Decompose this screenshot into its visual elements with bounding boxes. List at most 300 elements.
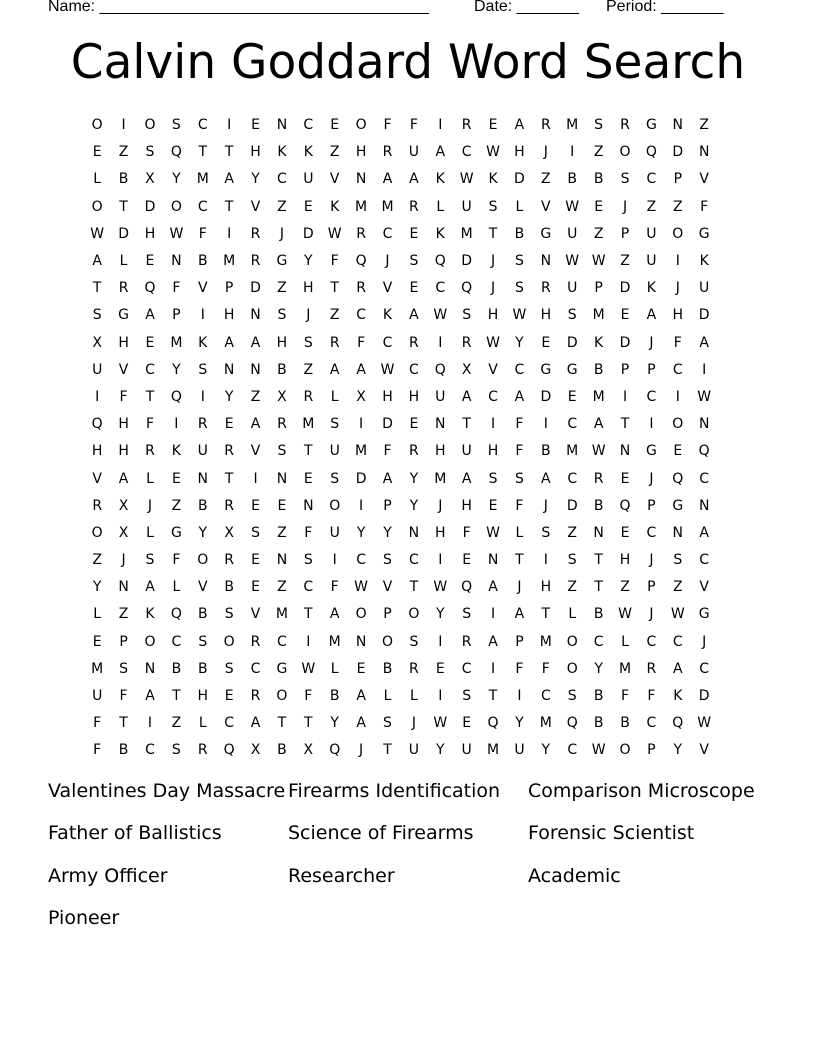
grid-letter: F (330, 579, 339, 596)
grid-letter: Y (356, 524, 366, 541)
grid-letter: Q (566, 715, 578, 732)
grid-letter: P (647, 742, 656, 759)
grid-letter: F (304, 688, 313, 705)
grid-row (84, 384, 744, 411)
grid-letter: L (621, 633, 629, 650)
grid-letter: T (224, 144, 234, 161)
grid-letter: H (514, 144, 525, 161)
grid-letter: H (118, 334, 129, 351)
grid-letter: J (385, 253, 390, 270)
grid-letter: F (515, 443, 524, 460)
grid-letter: Y (673, 742, 683, 759)
grid-letter: I (622, 388, 628, 405)
grid-letter: R (461, 633, 472, 650)
word-list-item: Father of Ballistics (48, 822, 222, 845)
grid-letter: F (515, 416, 524, 433)
grid-letter: R (118, 280, 129, 297)
grid-letter: Z (620, 253, 630, 270)
grid-letter: E (409, 280, 419, 297)
grid-letter: Q (672, 470, 684, 487)
grid-letter: Y (224, 388, 234, 405)
grid-letter: E (488, 497, 498, 514)
grid-letter: C (145, 361, 155, 378)
grid-letter: D (672, 144, 684, 161)
grid-letter: I (702, 361, 707, 378)
grid-letter: H (435, 443, 446, 460)
name-field-label: Name: _____________________________________ (48, 0, 429, 15)
grid-letter: K (699, 253, 709, 270)
grid-letter: Y (383, 524, 392, 541)
grid-letter: H (408, 388, 420, 405)
grid-letter: J (359, 742, 364, 759)
grid-letter: Z (118, 606, 129, 623)
grid-letter: R (409, 198, 419, 215)
grid-letter: J (306, 307, 311, 324)
grid-letter: C (303, 579, 314, 596)
grid-letter: Z (250, 388, 261, 405)
grid-letter: K (594, 334, 604, 351)
grid-letter: I (306, 633, 311, 650)
grid-letter: Q (355, 253, 367, 270)
grid-letter: S (303, 552, 313, 569)
grid-letter: T (224, 198, 234, 215)
grid-letter: V (250, 443, 261, 460)
grid-letter: Y (198, 524, 208, 541)
grid-letter: E (251, 552, 260, 569)
student-info-header (48, 0, 748, 20)
grid-row (84, 139, 744, 166)
grid-letter: A (541, 470, 551, 487)
grid-letter: S (224, 606, 234, 623)
grid-letter: S (409, 253, 419, 270)
grid-letter: E (92, 144, 102, 161)
grid-letter: C (277, 171, 287, 188)
grid-letter: B (382, 660, 393, 677)
grid-letter: I (121, 117, 126, 134)
grid-letter: C (593, 633, 604, 650)
grid-letter: U (646, 253, 657, 270)
word-list-item: Valentines Day Massacre (48, 780, 286, 802)
grid-letter: J (649, 606, 654, 623)
grid-letter: D (250, 280, 261, 297)
grid-letter: N (487, 552, 499, 569)
grid-letter: T (330, 280, 339, 297)
grid-letter: R (92, 497, 103, 514)
grid-letter: E (303, 470, 313, 487)
grid-letter: H (91, 443, 103, 460)
grid-letter: S (383, 552, 392, 569)
grid-letter: G (698, 606, 710, 623)
grid-letter: Q (698, 443, 710, 460)
grid-letter: P (620, 225, 630, 242)
grid-row (84, 629, 744, 656)
grid-letter: C (646, 715, 657, 732)
grid-letter: S (171, 117, 181, 134)
grid-letter: C (699, 470, 710, 487)
grid-letter: I (438, 117, 443, 134)
grid-letter: K (435, 225, 445, 242)
grid-letter: Z (541, 171, 551, 188)
grid-letter: E (251, 579, 260, 596)
grid-letter: T (383, 742, 392, 759)
grid-letter: A (250, 334, 261, 351)
grid-letter: Y (515, 715, 524, 732)
grid-letter: O (381, 633, 393, 650)
grid-letter: F (383, 117, 392, 134)
grid-letter: Q (170, 388, 182, 405)
grid-letter: R (461, 117, 472, 134)
grid-letter: E (409, 416, 419, 433)
grid-letter: H (435, 524, 446, 541)
grid-letter: N (619, 443, 631, 460)
grid-letter: N (672, 117, 684, 134)
grid-letter: X (277, 388, 287, 405)
grid-letter: B (197, 660, 208, 677)
grid-letter: A (461, 470, 472, 487)
grid-row (84, 438, 744, 465)
grid-letter: L (330, 660, 339, 677)
grid-letter: V (382, 280, 393, 297)
grid-letter: R (224, 443, 235, 460)
grid-letter: L (515, 524, 524, 541)
grid-letter: C (567, 742, 578, 759)
grid-letter: F (515, 660, 524, 677)
period-field-label: Period: _______ (606, 0, 724, 15)
grid-letter: O (144, 117, 156, 134)
word-list-item: Forensic Scientist (528, 822, 695, 845)
grid-letter: V (250, 198, 261, 215)
grid-letter: F (673, 334, 682, 351)
grid-letter: I (95, 388, 100, 405)
grid-letter: B (593, 715, 604, 732)
grid-letter: O (329, 497, 341, 514)
grid-letter: R (277, 416, 287, 433)
grid-letter: K (198, 334, 208, 351)
grid-letter: J (649, 470, 654, 487)
grid-letter: X (356, 388, 366, 405)
grid-letter: A (514, 388, 525, 405)
grid-letter: C (408, 361, 419, 378)
grid-letter: N (698, 144, 710, 161)
grid-letter: R (540, 280, 551, 297)
grid-letter: T (198, 144, 208, 161)
grid-letter: R (250, 688, 261, 705)
grid-letter: F (620, 688, 630, 705)
grid-letter: I (517, 688, 522, 705)
grid-letter: P (383, 606, 392, 623)
grid-letter: Y (409, 470, 419, 487)
grid-letter: I (675, 388, 680, 405)
grid-letter: V (197, 280, 208, 297)
grid-letter: S (92, 307, 102, 324)
grid-letter: Y (172, 171, 181, 188)
grid-letter: Z (277, 524, 287, 541)
grid-letter: G (645, 443, 657, 460)
grid-letter: W (565, 253, 580, 270)
grid-letter: B (197, 497, 208, 514)
grid-letter: Z (277, 198, 287, 215)
grid-row (84, 302, 744, 329)
grid-letter: N (276, 470, 288, 487)
grid-letter: S (567, 688, 577, 705)
grid-letter: F (515, 497, 524, 514)
grid-letter: V (382, 579, 393, 596)
grid-letter: R (250, 253, 261, 270)
grid-letter: S (383, 715, 392, 732)
grid-letter: U (92, 361, 103, 378)
grid-letter: N (355, 633, 367, 650)
grid-letter: H (487, 307, 499, 324)
grid-letter: G (540, 225, 552, 242)
grid-letter: S (277, 443, 287, 460)
grid-letter: A (699, 524, 709, 541)
grid-letter: T (277, 715, 287, 732)
grid-letter: C (646, 633, 657, 650)
grid-letter: O (276, 688, 288, 705)
grid-letter: I (490, 660, 496, 677)
grid-letter: X (118, 524, 129, 541)
grid-letter: U (329, 443, 340, 460)
grid-letter: Z (171, 497, 182, 514)
grid-letter: D (566, 497, 578, 514)
grid-letter: I (332, 552, 337, 569)
grid-letter: T (594, 579, 603, 596)
grid-letter: E (330, 117, 340, 134)
grid-letter: J (543, 497, 548, 514)
grid-letter: E (356, 660, 366, 677)
grid-letter: Q (434, 253, 446, 270)
grid-letter: K (277, 144, 287, 161)
grid-letter: X (250, 742, 261, 759)
grid-row (84, 465, 744, 492)
grid-letter: F (145, 416, 154, 433)
grid-letter: E (673, 443, 683, 460)
grid-letter: K (171, 443, 181, 460)
grid-letter: B (171, 660, 182, 677)
grid-letter: R (197, 416, 208, 433)
grid-letter: O (355, 117, 367, 134)
grid-letter: Y (409, 497, 419, 514)
grid-letter: E (541, 334, 551, 351)
grid-letter: V (329, 171, 340, 188)
grid-letter: A (145, 307, 155, 324)
grid-letter: S (171, 742, 181, 759)
grid-letter: M (566, 443, 579, 460)
grid-letter: C (699, 552, 710, 569)
grid-letter: F (93, 742, 102, 759)
grid-letter: C (171, 633, 182, 650)
grid-letter: C (382, 334, 393, 351)
grid-letter: P (224, 280, 234, 297)
grid-row (84, 194, 744, 221)
grid-letter: U (329, 524, 340, 541)
grid-letter: H (461, 497, 472, 514)
grid-letter: N (408, 524, 420, 541)
grid-letter: A (250, 715, 261, 732)
grid-letter: P (673, 171, 683, 188)
grid-letter: K (330, 198, 340, 215)
grid-letter: E (594, 198, 604, 215)
grid-letter: B (118, 171, 129, 188)
grid-letter: Z (646, 198, 657, 215)
grid-letter: F (409, 117, 418, 134)
grid-letter: Z (699, 117, 709, 134)
grid-letter: H (540, 307, 552, 324)
grid-letter: Z (118, 144, 129, 161)
grid-letter: P (620, 361, 630, 378)
grid-letter: W (486, 524, 500, 541)
grid-letter: Q (434, 361, 446, 378)
grid-letter: L (515, 198, 524, 215)
grid-letter: C (197, 198, 208, 215)
word-list-item: Academic (528, 864, 621, 887)
grid-letter: Q (672, 715, 684, 732)
grid-letter: Z (593, 144, 604, 161)
grid-letter: Z (92, 552, 102, 569)
grid-letter: H (619, 552, 631, 569)
grid-letter: Y (251, 171, 260, 188)
grid-letter: P (172, 307, 181, 324)
grid-letter: T (409, 579, 419, 596)
grid-letter: V (92, 470, 102, 487)
grid-letter: M (539, 715, 552, 732)
grid-letter: R (409, 334, 419, 351)
grid-letter: Z (277, 280, 287, 297)
grid-letter: O (144, 633, 156, 650)
grid-letter: E (251, 117, 260, 134)
grid-letter: M (170, 334, 183, 351)
grid-row (84, 357, 744, 384)
grid-letter: V (699, 742, 709, 759)
grid-letter: S (330, 416, 340, 433)
grid-letter: S (145, 144, 155, 161)
grid-letter: R (224, 497, 235, 514)
grid-letter: V (250, 606, 261, 623)
grid-letter: R (593, 470, 604, 487)
grid-letter: I (490, 606, 496, 623)
grid-letter: C (514, 361, 525, 378)
grid-letter: H (355, 144, 367, 161)
grid-letter: Z (672, 579, 683, 596)
grid-letter: F (541, 660, 550, 677)
grid-letter: S (224, 660, 234, 677)
grid-letter: W (591, 253, 606, 270)
grid-letter: Q (461, 579, 473, 596)
grid-letter: Q (487, 715, 499, 732)
grid-letter: S (515, 470, 524, 487)
grid-letter: D (619, 334, 631, 351)
grid-letter: B (593, 688, 604, 705)
grid-letter: M (434, 470, 447, 487)
grid-letter: I (359, 416, 364, 433)
grid-letter: L (146, 524, 154, 541)
grid-letter: A (92, 253, 102, 270)
grid-letter: A (514, 606, 525, 623)
grid-letter: R (250, 633, 261, 650)
grid-letter: W (433, 307, 448, 324)
grid-letter: A (673, 660, 683, 677)
grid-letter: N (118, 579, 129, 596)
word-list-item: Pioneer (48, 906, 120, 929)
grid-letter: C (408, 552, 419, 569)
grid-letter: U (408, 144, 419, 161)
grid-letter: A (382, 470, 393, 487)
grid-letter: S (567, 307, 577, 324)
grid-letter: N (698, 416, 710, 433)
grid-letter: Q (91, 416, 103, 433)
grid-letter: R (409, 660, 419, 677)
grid-letter: I (490, 416, 496, 433)
grid-letter: M (487, 742, 500, 759)
grid-letter: M (566, 117, 579, 134)
grid-letter: E (462, 552, 472, 569)
grid-letter: K (303, 144, 313, 161)
grid-letter: N (672, 524, 684, 541)
grid-letter: L (93, 606, 102, 623)
grid-letter: A (356, 688, 366, 705)
grid-letter: W (697, 388, 712, 405)
grid-letter: C (250, 660, 261, 677)
grid-letter: C (646, 388, 657, 405)
grid-letter: O (619, 144, 631, 161)
grid-letter: J (649, 334, 654, 351)
grid-letter: O (91, 524, 103, 541)
grid-letter: H (223, 307, 235, 324)
grid-letter: Y (330, 715, 339, 732)
grid-row (84, 166, 744, 193)
grid-letter: I (543, 552, 548, 569)
grid-letter: O (619, 742, 631, 759)
grid-letter: L (146, 470, 154, 487)
grid-letter: A (488, 579, 498, 596)
grid-letter: C (461, 660, 472, 677)
grid-letter: B (118, 742, 129, 759)
grid-letter: G (566, 361, 578, 378)
grid-letter: R (461, 334, 472, 351)
grid-letter: B (541, 443, 551, 460)
grid-letter: C (699, 660, 710, 677)
grid-letter: H (144, 225, 156, 242)
grid-letter: N (435, 416, 446, 433)
grid-letter: W (486, 144, 500, 161)
grid-letter: M (592, 388, 605, 405)
grid-letter: A (435, 144, 446, 161)
grid-letter: J (147, 497, 153, 514)
grid-letter: A (145, 688, 155, 705)
grid-letter: A (329, 361, 340, 378)
grid-letter: U (303, 171, 314, 188)
grid-letter: I (253, 470, 258, 487)
grid-letter: S (567, 552, 577, 569)
grid-letter: F (357, 334, 366, 351)
grid-letter: Y (435, 742, 445, 759)
grid-letter: N (144, 660, 156, 677)
grid-letter: C (488, 388, 498, 405)
grid-letter: G (645, 117, 657, 134)
grid-letter: X (145, 171, 155, 188)
grid-letter: J (438, 497, 443, 514)
grid-letter: F (330, 253, 339, 270)
grid-row (84, 656, 744, 683)
grid-letter: G (672, 497, 684, 514)
grid-letter: O (672, 416, 684, 433)
grid-letter: H (118, 443, 129, 460)
grid-letter: W (591, 742, 606, 759)
grid-letter: M (539, 633, 552, 650)
grid-letter: P (647, 361, 656, 378)
grid-letter: S (673, 552, 683, 569)
grid-letter: C (197, 117, 208, 134)
